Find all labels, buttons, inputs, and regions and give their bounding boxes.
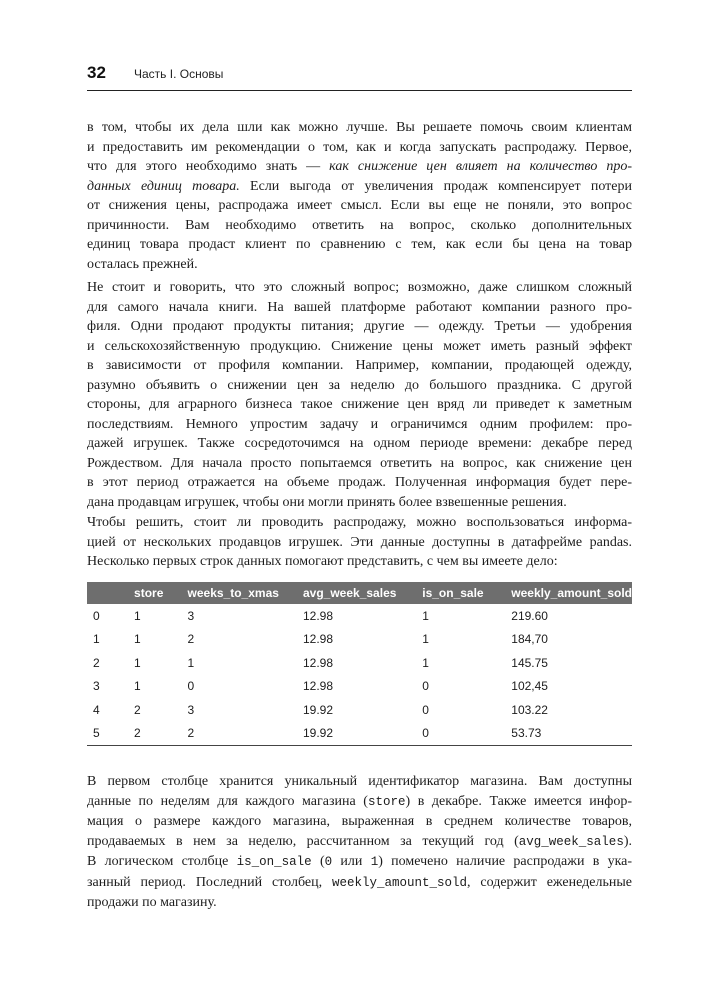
table-cell: 0 xyxy=(187,679,195,694)
text-line: осталась прежней. xyxy=(87,256,198,272)
emphasis: данных единиц товара. xyxy=(87,178,240,194)
table-cell: 53.73 xyxy=(505,722,632,746)
column-header: is_on_sale xyxy=(422,586,484,600)
paragraph-1 xyxy=(87,118,632,274)
column-header xyxy=(87,582,128,604)
table-cell: 2 xyxy=(134,702,141,717)
table-cell: 2 xyxy=(182,722,297,746)
running-head: Часть I. Основы xyxy=(134,67,224,81)
emphasis: как снижение цен влияет на количество про- xyxy=(329,159,632,174)
text-line: цией от нескольких продавцов игрушек. Эти данные доступны в датафрейме pandas. xyxy=(87,534,632,550)
table-cell: 2 xyxy=(93,655,100,670)
table-cell: 0 xyxy=(422,679,429,694)
column-header: avg_week_sales xyxy=(303,586,397,600)
text-line: в том, чтобы их дела шли как можно лучше. Вы решаете помочь своим клиентам xyxy=(87,120,632,135)
text-line: продаваемых в нем за неделю, рассчитанном за текущий год (avg_week_sales). xyxy=(87,833,632,849)
table-cell: 3 xyxy=(93,679,100,694)
table-cell: 4 xyxy=(93,702,100,717)
table-cell: 3 xyxy=(187,608,195,623)
text-line: продажи по магазину. xyxy=(87,895,217,910)
text-line: дажей игрушек. Также сосредоточимся на одном периоде времени: декабре перед xyxy=(87,436,632,451)
table-cell: 1 xyxy=(187,655,195,670)
table-cell: 3 xyxy=(187,702,195,717)
table-cell: 2 xyxy=(187,632,195,647)
table-cell: 0 xyxy=(416,722,505,746)
table-cell: 219.60 xyxy=(511,608,548,623)
table-row xyxy=(87,604,632,628)
text-line: единиц товара продаст клиент по сравнению с тем, как если бы цена на товар xyxy=(87,237,632,252)
text-line: в этот период отражается на объеме продаж. Полученная информация будет пере- xyxy=(87,475,632,490)
text-line: стороны, для аграрного бизнеса такое снижение цен вряд ли приведет к заметным xyxy=(87,397,632,412)
table-cell: 12.98 xyxy=(303,608,334,623)
column-header: weekly_amount_sold xyxy=(511,586,632,600)
inline-code: 1 xyxy=(370,855,379,869)
table-cell: 184,70 xyxy=(511,632,548,647)
table-cell: 2 xyxy=(128,722,181,746)
table-cell: 102,45 xyxy=(511,679,548,694)
table-header-row xyxy=(87,582,632,604)
table-cell: 12.98 xyxy=(303,679,334,694)
table-cell: 1 xyxy=(422,655,429,670)
text-line: причинности. Вам необходимо ответить на вопрос, сколько дополнительных xyxy=(87,217,632,233)
text-line: филя. Одни продают продукты питания; другие — одежду. Третьи — удобрения xyxy=(87,319,632,334)
table-cell: 1 xyxy=(93,632,100,647)
column-header: weeks_to_xmas xyxy=(187,586,279,600)
text-line: разумно объявить о снижении цен за неделю до большого праздника. С другой xyxy=(87,377,632,393)
inline-code: avg_week_sales xyxy=(518,834,624,849)
column-header: store xyxy=(134,586,164,600)
table-cell: 19.92 xyxy=(297,722,416,746)
inline-code: 0 xyxy=(324,855,333,869)
table-cell: 0 xyxy=(93,608,100,623)
text-line: данные по неделям для каждого магазина (store) в декабре. Также имеется инфор- xyxy=(87,793,632,809)
inline-code: store xyxy=(367,794,406,809)
table-cell: 103.22 xyxy=(511,702,548,717)
table-cell: 1 xyxy=(422,632,429,647)
table-row xyxy=(87,675,632,699)
text-line: В первом столбце хранится уникальный идентификатор магазина. Вам доступны xyxy=(87,774,632,789)
text-line: занный период. Последний столбец, weekly_amount_sold, содержит еженедельные xyxy=(87,874,632,890)
text-line: мация о размере каждого магазина, выраженная в среднем количестве товаров, xyxy=(87,814,632,829)
table-cell: 1 xyxy=(134,632,141,647)
text-line: и сельскохозяйственную продукцию. Снижение цены может иметь разный эффект xyxy=(87,338,632,354)
table-row xyxy=(87,651,632,675)
table-row xyxy=(87,628,632,652)
text-line: В логическом столбце is_on_sale (0 или 1) помечено наличие распродажи в ука- xyxy=(87,854,633,869)
text-line: что для этого необходимо знать — как снижение цен влияет на количество про- xyxy=(87,159,632,174)
text-line: от снижения цены, распродажа имеет смысл. Если вы еще не поняли, это вопрос xyxy=(87,198,632,213)
dataframe-table xyxy=(87,582,632,746)
text-line: для самого начала книги. На вашей платформе работают компании разного про- xyxy=(87,299,632,315)
table-cell: 145.75 xyxy=(511,655,548,670)
text-line: Чтобы решить, стоит ли проводить распродажу, можно воспользоваться информа- xyxy=(87,515,632,530)
text-line: дана продавцам игрушек, чтобы они могли принять более взвешенные решения. xyxy=(87,494,567,510)
table-cell: 12.98 xyxy=(303,632,334,647)
table-cell: 1 xyxy=(134,655,141,670)
inline-code: weekly_amount_sold xyxy=(331,875,468,890)
inline-code: is_on_sale xyxy=(236,855,312,869)
table-cell: 1 xyxy=(134,679,141,694)
table-row xyxy=(87,722,632,746)
text-line: в зависимости от профиля компании. Например, компании, продающей одежду, xyxy=(87,358,632,373)
table-cell: 19.92 xyxy=(303,702,334,717)
page-number: 32 xyxy=(87,63,106,82)
text-line: Рождеством. Для начала просто попытаемся ответить на вопрос, как снижение цен xyxy=(87,455,632,471)
table-cell: 12.98 xyxy=(303,655,334,670)
text-line: последствиям. Немного упростим задачу и ограничимся одним профилем: про- xyxy=(87,416,632,432)
text-line: и предоставить им рекомендации о том, как и когда запускать распродажу. Первое, xyxy=(87,139,632,155)
paragraph-2 xyxy=(87,278,632,512)
text-line: Не стоит и говорить, что это сложный вопрос; возможно, даже слишком сложный xyxy=(87,280,632,295)
table-cell: 1 xyxy=(134,608,141,623)
text-line: Несколько первых строк данных помогают представить, с чем вы имеете дело: xyxy=(87,554,558,569)
table-row xyxy=(87,698,632,722)
paragraph-4 xyxy=(87,772,632,913)
table-cell: 0 xyxy=(422,702,429,717)
text-line: данных единиц товара. Если выгода от увеличения продаж компенсирует потери xyxy=(87,178,633,194)
table-cell: 5 xyxy=(87,722,128,746)
paragraph-3 xyxy=(87,513,632,572)
page-header xyxy=(87,62,632,91)
table-cell: 1 xyxy=(422,608,429,623)
